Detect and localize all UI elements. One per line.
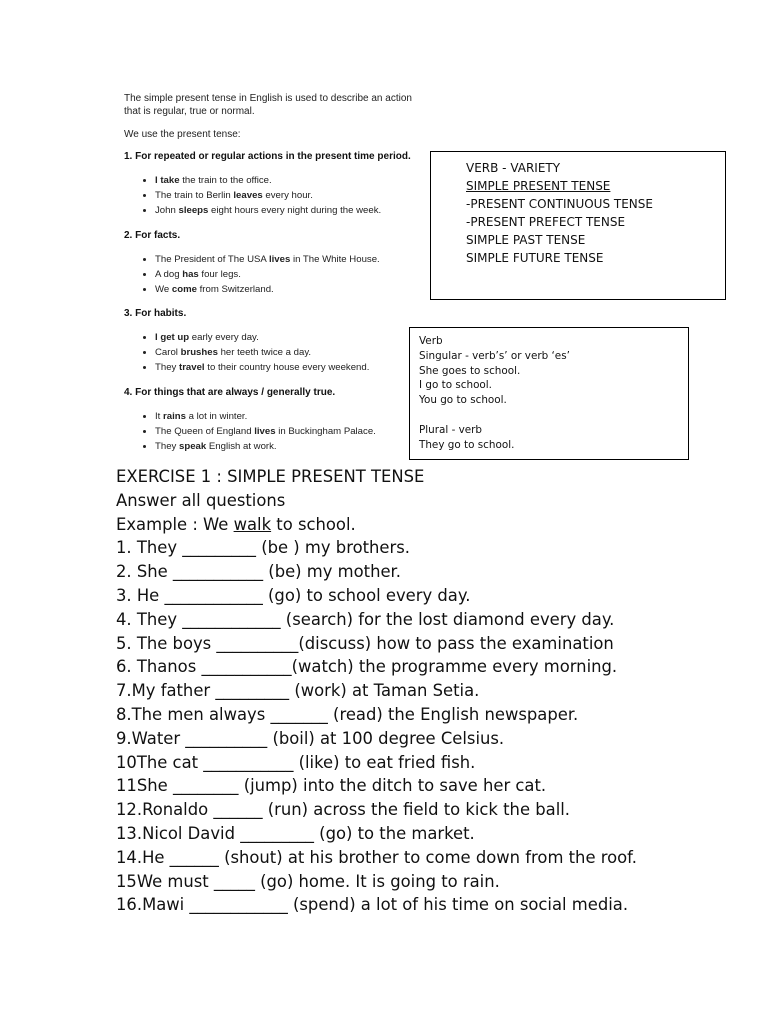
- variety-line: -PRESENT PREFECT TENSE: [466, 215, 626, 229]
- variety-line: SIMPLE FUTURE TENSE: [466, 251, 604, 265]
- exercise-example: Example : We walk to school.: [116, 514, 356, 534]
- list-item: • I take the train to the office.: [155, 175, 424, 187]
- section-list-2: [124, 254, 424, 297]
- grammar-intro: The simple present tense in English is used to describe an action that is regular, true or normal.: [124, 93, 412, 117]
- question-6: 6. Thanos ___________(watch) the programme every morning.: [116, 657, 618, 677]
- section-list-4: [124, 411, 424, 454]
- exercise-instruction: Answer all questions: [116, 490, 286, 510]
- question-13: 13.Nicol David _________ (go) to the market.: [116, 823, 475, 843]
- section-heading-2: 2. For facts.: [124, 229, 181, 241]
- verb-line: Singular - verb’s’ or verb ‘es’: [419, 349, 570, 362]
- verb-line: They go to school.: [419, 438, 515, 451]
- section-heading-4: 4. For things that are always / generally true.: [124, 386, 336, 398]
- question-3: 3. He ____________ (go) to school every day.: [116, 585, 471, 605]
- question-15: 15We must _____ (go) home. It is going to rain.: [116, 871, 500, 891]
- list-item: • It rains a lot in winter.: [155, 411, 424, 423]
- exercise-section: [116, 465, 716, 917]
- verb-line: Verb: [419, 335, 443, 347]
- variety-line: SIMPLE PAST TENSE: [466, 233, 586, 247]
- variety-line: -PRESENT CONTINUOUS TENSE: [466, 197, 653, 211]
- variety-title: VERB - VARIETY: [466, 161, 561, 175]
- question-2: 2. She ___________ (be) my mother.: [116, 562, 401, 582]
- verb-line: I go to school.: [419, 379, 492, 392]
- section-list-3: [124, 332, 424, 375]
- grammar-use-line: We use the present tense:: [124, 129, 241, 140]
- section-heading-3: 3. For habits.: [124, 308, 187, 320]
- exercise-title: EXERCISE 1 : SIMPLE PRESENT TENSE: [116, 467, 425, 486]
- variety-underlined: SIMPLE PRESENT TENSE: [466, 179, 611, 193]
- list-item: • A dog has four legs.: [155, 269, 424, 281]
- question-10: 10The cat ___________ (like) to eat fried fish.: [116, 752, 476, 772]
- question-1: 1. They _________ (be ) my brothers.: [116, 538, 410, 558]
- section-heading-1: 1. For repeated or regular actions in the present time period.: [124, 151, 411, 162]
- verb-rules-box: [409, 327, 689, 460]
- question-12: 12.Ronaldo ______ (run) across the field to kick the ball.: [116, 800, 571, 820]
- question-8: 8.The men always _______ (read) the English newspaper.: [116, 704, 579, 724]
- list-item: • They travel to their country house every weekend.: [155, 362, 424, 374]
- verb-line: Plural - verb: [419, 423, 483, 436]
- question-9: 9.Water __________ (boil) at 100 degree Celsius.: [116, 728, 505, 748]
- example-word: walk: [233, 514, 272, 534]
- list-item: • John sleeps eight hours every night during the week.: [155, 205, 424, 217]
- list-item: • The President of The USA lives in The White House.: [155, 254, 424, 266]
- question-7: 7.My father _________ (work) at Taman Setia.: [116, 681, 480, 701]
- question-14: 14.He ______ (shout) at his brother to come down from the roof.: [116, 847, 637, 867]
- list-item: • They speak English at work.: [155, 441, 424, 453]
- verb-line: She goes to school.: [419, 364, 521, 377]
- question-16: 16.Mawi ____________ (spend) a lot of his time on social media.: [116, 895, 629, 915]
- verb-line: You go to school.: [419, 394, 507, 407]
- question-5: 5. The boys __________(discuss) how to pass the examination: [116, 633, 614, 653]
- list-item: • I get up early every day.: [155, 332, 424, 344]
- list-item: • We come from Switzerland.: [155, 284, 424, 296]
- list-item: • Carol brushes her teeth twice a day.: [155, 347, 424, 359]
- question-4: 4. They ____________ (search) for the lost diamond every day.: [116, 609, 615, 629]
- list-item: • The train to Berlin leaves every hour.: [155, 190, 424, 202]
- verb-line: [419, 408, 688, 423]
- verb-variety-box: [430, 151, 726, 300]
- question-11: 11She ________ (jump) into the ditch to save her cat.: [116, 776, 547, 796]
- grammar-explanation: [124, 92, 424, 464]
- list-item: • The Queen of England lives in Buckingham Palace.: [155, 426, 424, 438]
- section-list-1: [124, 175, 424, 218]
